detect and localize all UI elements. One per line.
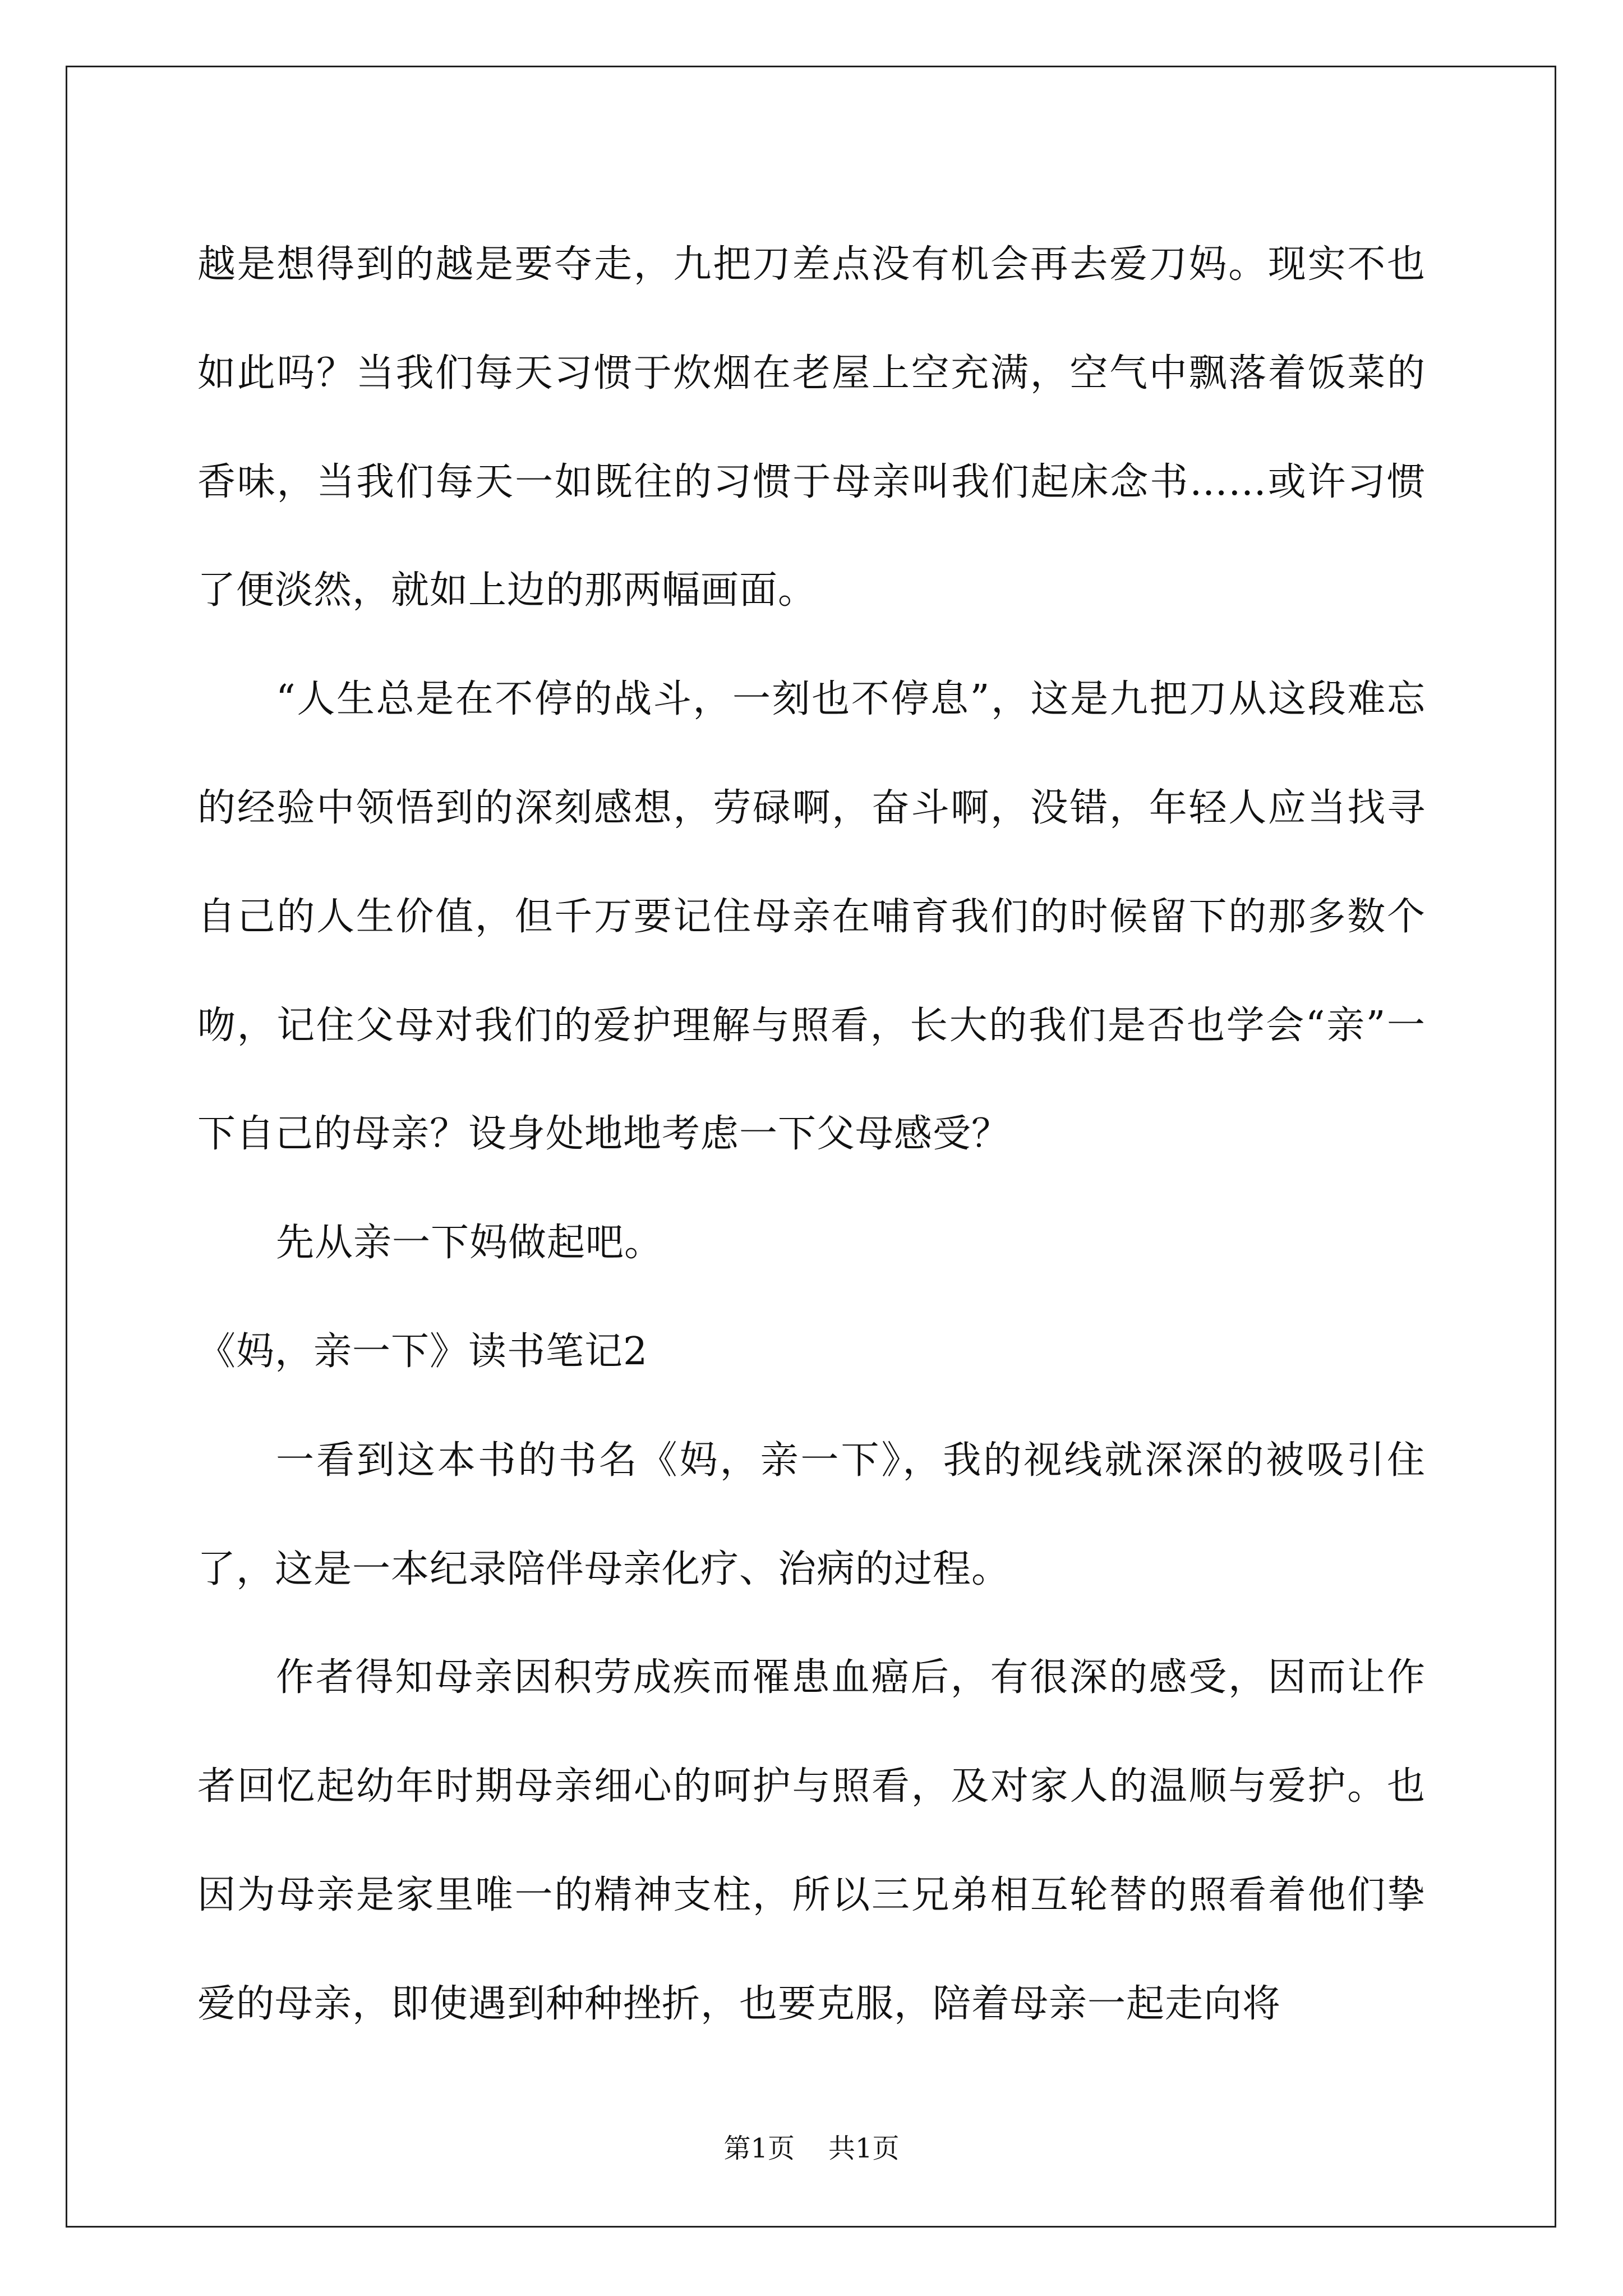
- paragraph-3: 先从亲一下妈做起吧。: [276, 1221, 663, 1266]
- section-heading: 《妈，亲一下》读书笔记2: [197, 1329, 648, 1374]
- page-footer: [0, 2132, 1623, 2165]
- paragraph-5: 作者得知母亲因积劳成疾而罹患血癌后，有很深的感受，因而让作者回忆起幼年时期母亲细心的呵护与照看，及对家人的温顺与爱护。也因为母亲是家里唯一的精神支柱，所以三兄弟相互轮替的照看着他们挚爱的母亲，即使遇到种种挫折，也要克服，陪着母亲一起走向将: [197, 1655, 1426, 2026]
- paragraph-4: 一看到这本书的书名《妈，亲一下》，我的视线就深深的被吸引住了，这是一本纪录陪伴母亲化疗、治病的过程。: [197, 1438, 1426, 1591]
- page-total: 共1页: [828, 2133, 900, 2164]
- paragraph-2: “人生总是在不停的战斗，一刻也不停息”，这是九把刀从这段难忘的经验中领悟到的深刻感想，劳碌啊，奋斗啊，没错，年轻人应当找寻自己的人生价值，但千万要记住母亲在哺育我们的时候留下的那多数个吻，记住父母对我们的爱护理解与照看，长大的我们是否也学会“亲”一下自己的母亲？设身处地地考虑一下父母感受？: [197, 677, 1426, 1157]
- paragraph-1: 越是想得到的越是要夺走，九把刀差点没有机会再去爱刀妈。现实不也如此吗？当我们每天习惯于炊烟在老屋上空充满，空气中飘落着饭菜的香味，当我们每天一如既往的习惯于母亲叫我们起床念书……或许习惯了便淡然，就如上边的那两幅画面。: [197, 242, 1426, 613]
- page-number: 第1页: [723, 2133, 795, 2164]
- document-body: [197, 210, 1426, 2059]
